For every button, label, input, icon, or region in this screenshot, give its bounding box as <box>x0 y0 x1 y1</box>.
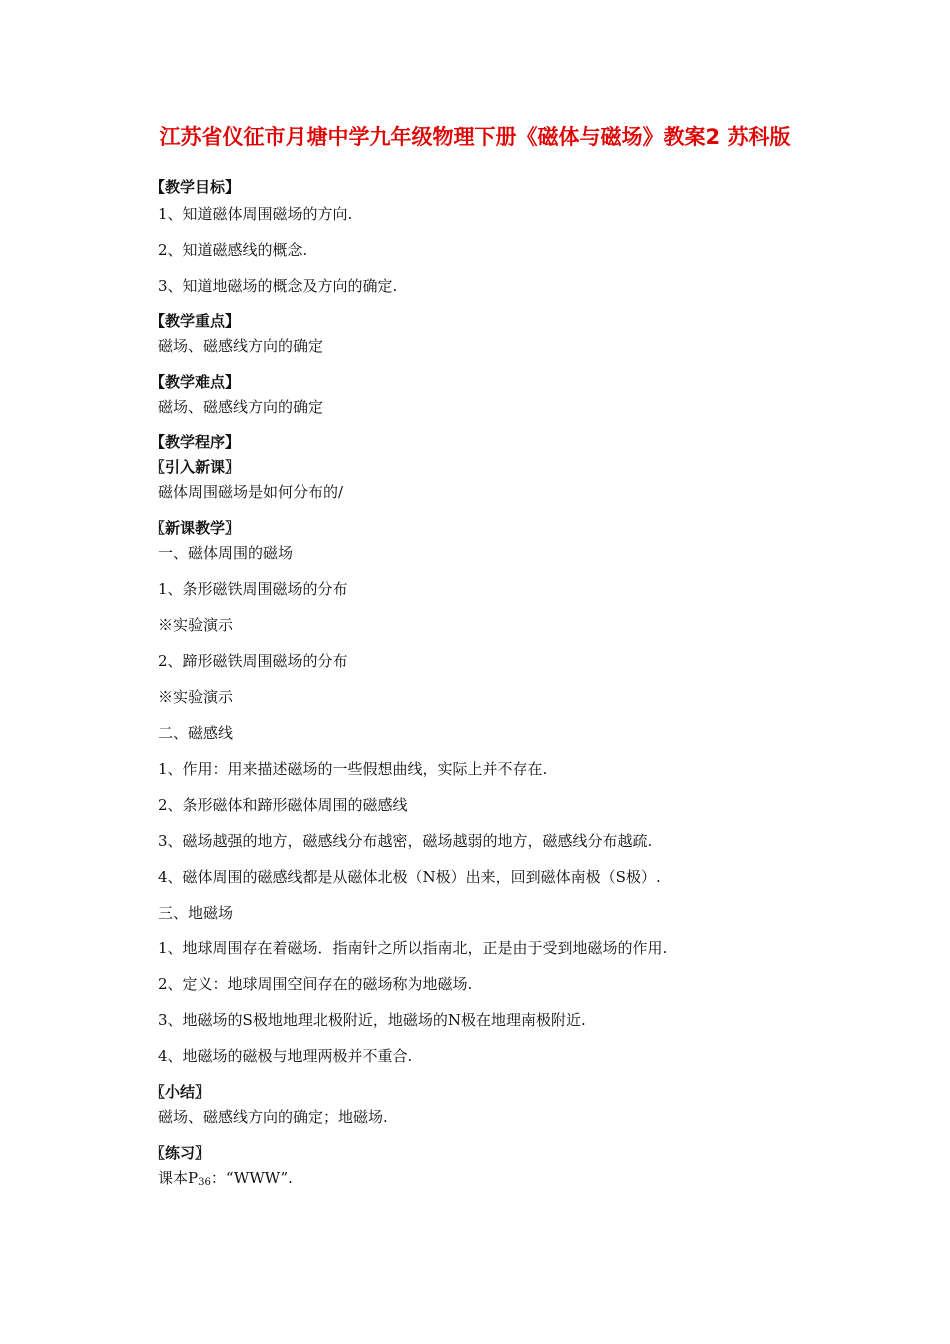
key-text: 磁场、磁感线方向的确定 <box>158 337 324 355</box>
goal-item: 3、知道地磁场的概念及方向的确定. <box>158 277 398 295</box>
exercise-suffix: ：“WWW”. <box>210 1169 293 1187</box>
lesson-line: 3、地磁场的S极地地理北极附近，地磁场的N极在地理南极附近. <box>158 1011 586 1029</box>
lesson-line: 3、磁场越强的地方，磁感线分布越密，磁场越弱的地方，磁感线分布越疏. <box>158 832 653 850</box>
summary-heading: 〖小结〗 <box>150 1083 211 1101</box>
intro-heading: 〖引入新课〗 <box>150 458 241 476</box>
key-heading: 【教学重点】 <box>150 312 241 330</box>
exercise-text <box>158 1167 293 1188</box>
exercise-page-number: 36 <box>198 1177 211 1188</box>
lesson-line: 1、条形磁铁周围磁场的分布 <box>158 580 348 598</box>
lesson-line: ※实验演示 <box>158 688 234 706</box>
goal-item: 1、知道磁体周围磁场的方向. <box>158 205 353 223</box>
lesson-line: 4、磁体周围的磁感线都是从磁体北极（N极）出来，回到磁体南极（S极）. <box>158 868 661 886</box>
summary-text: 磁场、磁感线方向的确定；地磁场. <box>158 1108 388 1126</box>
lesson-line: ※实验演示 <box>158 616 234 634</box>
procedure-heading: 【教学程序】 <box>150 433 241 451</box>
lesson-line: 1、地球周围存在着磁场．指南针之所以指南北，正是由于受到地磁场的作用. <box>158 939 668 957</box>
intro-text: 磁体周围磁场是如何分布的/ <box>158 483 344 501</box>
exercise-heading: 〖练习〗 <box>150 1144 211 1162</box>
lesson-line: 二、磁感线 <box>158 724 234 742</box>
goals-heading: 【教学目标】 <box>150 178 241 196</box>
exercise-prefix: 课本P <box>158 1169 199 1187</box>
lesson-line: 2、蹄形磁铁周围磁场的分布 <box>158 652 348 670</box>
difficulty-heading: 【教学难点】 <box>150 373 241 391</box>
goal-item: 2、知道磁感线的概念. <box>158 241 308 259</box>
lesson-line: 三、地磁场 <box>158 904 234 922</box>
lesson-line: 一、磁体周围的磁场 <box>158 544 294 562</box>
document-title: 江苏省仪征市月塘中学九年级物理下册《磁体与磁场》教案2 苏科版 <box>159 125 791 149</box>
lesson-line: 2、定义：地球周围空间存在的磁场称为地磁场. <box>158 975 473 993</box>
lesson-line: 2、条形磁体和蹄形磁体周围的磁感线 <box>158 796 408 814</box>
new-lesson-heading: 〖新课教学〗 <box>150 519 241 537</box>
lesson-line: 4、地磁场的磁极与地理两极并不重合. <box>158 1047 413 1065</box>
difficulty-text: 磁场、磁感线方向的确定 <box>158 398 324 416</box>
lesson-line: 1、作用：用来描述磁场的一些假想曲线，实际上并不存在. <box>158 760 548 778</box>
